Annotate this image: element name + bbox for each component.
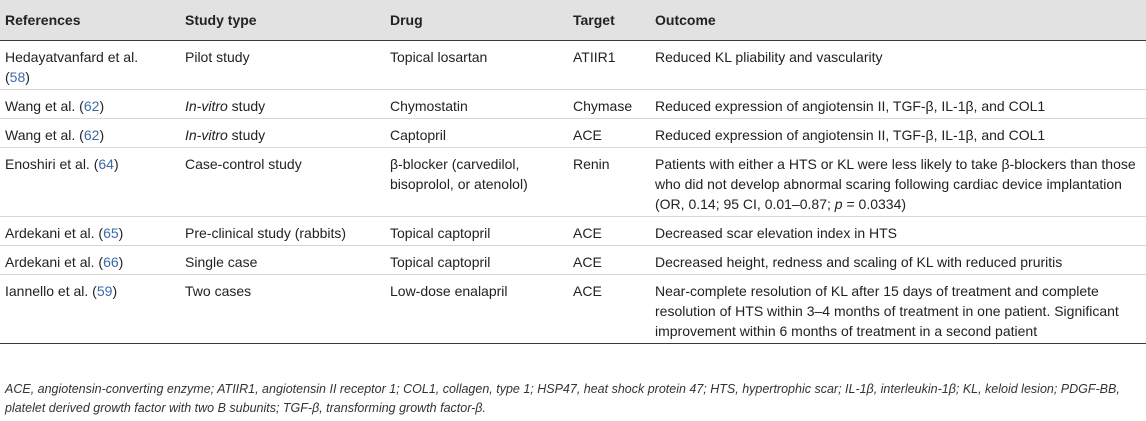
cell-reference: Ardekani et al. (66) [5, 254, 124, 270]
reference-name: Ardekani et al. [5, 225, 95, 241]
table-row [0, 148, 1146, 217]
cell-drug: Chymostatin [390, 98, 468, 114]
cell-reference: Hedayatvanfard et al. (58) [5, 49, 139, 85]
reference-link[interactable]: 58 [9, 69, 26, 85]
reference-link[interactable]: 65 [103, 225, 119, 241]
cell-study-type: Pre-clinical study (rabbits) [185, 225, 347, 241]
header-references: References [0, 0, 180, 41]
cell-target: ACE [573, 254, 602, 270]
header-study-type: Study type [180, 0, 385, 41]
cell-target: Chymase [573, 98, 633, 114]
outcome-text-end: = 0.0334) [842, 196, 907, 212]
study-type-rest: study [227, 127, 266, 143]
cell-drug: β-blocker (carvedilol, bisoprolol, or atenolol) [390, 156, 528, 192]
cell-drug: Low-dose enalapril [390, 283, 508, 299]
reference-link[interactable]: 64 [98, 156, 114, 172]
table-row [0, 90, 1146, 119]
cell-target: ACE [573, 225, 602, 241]
reference-link[interactable]: 62 [83, 98, 100, 114]
p-value-symbol: p [834, 196, 843, 212]
reference-name: Ardekani et al. [5, 254, 95, 270]
table-header-row [0, 0, 1146, 41]
reference-name: Wang et al. [5, 98, 76, 114]
table-row [0, 119, 1146, 148]
cell-target: ACE [573, 283, 602, 299]
header-drug: Drug [385, 0, 568, 41]
table-row [0, 217, 1146, 246]
cell-outcome: Reduced KL pliability and vascularity [655, 49, 883, 65]
header-target: Target [568, 0, 650, 41]
cell-outcome: Near-complete resolution of KL after 15 days of treatment and complete resolution of HTS within 3–4 months of treatment in one patient. Significant improvement within 6 months of treatment in a second patient [655, 283, 1119, 339]
table-footnote: ACE, angiotensin-converting enzyme; ATIIR1, angiotensin II receptor 1; COL1, collagen, type 1; HSP47, heat shock protein 47; HTS, hypertrophic scar; IL-1β, interleukin-1β; KL, keloid lesion; PDGF-BB, platelet derived growth factor with two B subunits; TGF-β, transforming growth factor-β. [5, 382, 1120, 415]
cell-outcome: Decreased scar elevation index in HTS [655, 225, 898, 241]
study-type-italic: In-vitro [185, 127, 228, 143]
table-row [0, 246, 1146, 275]
reference-link[interactable]: 66 [103, 254, 119, 270]
cell-reference: Ardekani et al. (65) [5, 225, 124, 241]
cell-target: Renin [573, 156, 610, 172]
table-row [0, 275, 1146, 344]
outcome-text: Patients with either a HTS or KL were less likely to take β-blockers than those who did not develop abnormal scaring following cardiac device implantation (OR, 0.14; 95 CI, 0.01–0.87; [655, 156, 1136, 212]
cell-reference: Wang et al. (62) [5, 98, 105, 114]
cell-drug: Topical losartan [390, 49, 488, 65]
cell-target: ATIIR1 [573, 49, 616, 65]
cell-study-type: Case-control study [185, 156, 302, 172]
cell-outcome: Reduced expression of angiotensin II, TGF-β, IL-1β, and COL1 [655, 98, 1046, 114]
cell-outcome: Decreased height, redness and scaling of KL with reduced pruritis [655, 254, 1063, 270]
cell-drug: Topical captopril [390, 225, 491, 241]
cell-study-type [180, 119, 385, 148]
reference-name: Enoshiri et al. [5, 156, 90, 172]
cell-drug: Topical captopril [390, 254, 491, 270]
reference-name: Iannello et al. [5, 283, 89, 299]
cell-study-type [180, 90, 385, 119]
cell-reference: Enoshiri et al. (64) [5, 156, 119, 172]
cell-drug: Captopril [390, 127, 447, 143]
reference-name: Wang et al. [5, 127, 76, 143]
reference-link[interactable]: 59 [96, 283, 113, 299]
reference-link[interactable]: 62 [83, 127, 100, 143]
study-type-italic: In-vitro [185, 98, 228, 114]
table-row [0, 41, 1146, 90]
cell-reference: Iannello et al. (59) [5, 283, 118, 299]
cell-outcome [650, 148, 1146, 217]
cell-study-type: Two cases [185, 283, 252, 299]
cell-study-type: Single case [185, 254, 258, 270]
header-outcome: Outcome [650, 0, 1146, 41]
cell-outcome: Reduced expression of angiotensin II, TGF-β, IL-1β, and COL1 [655, 127, 1046, 143]
reference-name: Hedayatvanfard et al. [5, 49, 139, 65]
cell-reference: Wang et al. (62) [5, 127, 105, 143]
cell-target: ACE [573, 127, 602, 143]
cell-study-type: Pilot study [185, 49, 250, 65]
study-type-rest: study [227, 98, 266, 114]
